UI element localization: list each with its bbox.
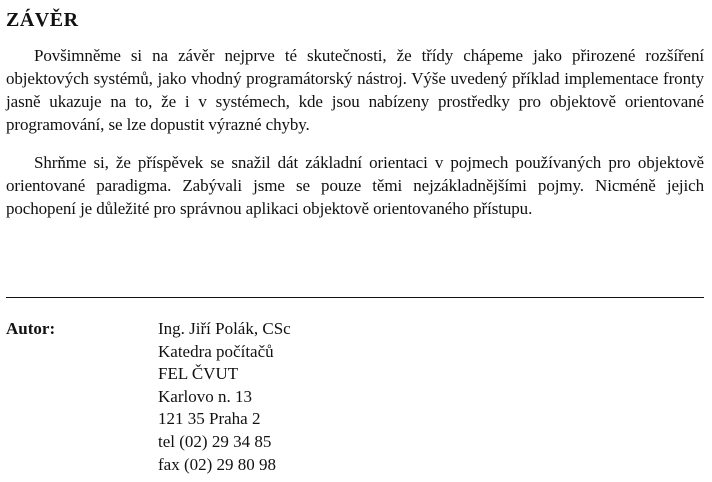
author-name: Ing. Jiří Polák, CSc — [158, 319, 291, 338]
author-contact-block — [158, 318, 291, 476]
author-fax: fax (02) 29 80 98 — [158, 454, 277, 474]
paragraph-1: Povšimněme si na závěr nejprve té skutečnosti, že třídy chápeme jako přirozené rozšíření objektových systémů, jako vhodný programátorský nástroj. Výše uvedený příklad implementace fronty jasně ukazuje na to, že i v systémech, kde jsou nabízeny prostředky pro objektově orientované programování, se lze dopustit výrazné chyby. — [6, 46, 704, 134]
author-faculty: FEL ČVUT — [158, 364, 239, 384]
paragraph-2: Shrňme si, že příspěvek se snažil dát základní orientaci v pojmech používaných pro objektově orientované paradigma. Zabývali jsme se pouze těmi nejzákladnějšími pojmy. Nicméně jejich pochopení je důležité pro správnou aplikaci objektově orientovaného přístupu. — [6, 153, 704, 218]
author-street: Karlovo n. 13 — [158, 386, 252, 406]
section-heading: ZÁVĚR — [6, 9, 79, 31]
author-department: Katedra počítačů — [158, 341, 274, 361]
author-phone: tel (02) 29 34 85 — [158, 431, 272, 451]
horizontal-divider — [6, 297, 704, 298]
author-label: Autor: — [6, 319, 56, 338]
author-city: 121 35 Praha 2 — [158, 409, 261, 429]
